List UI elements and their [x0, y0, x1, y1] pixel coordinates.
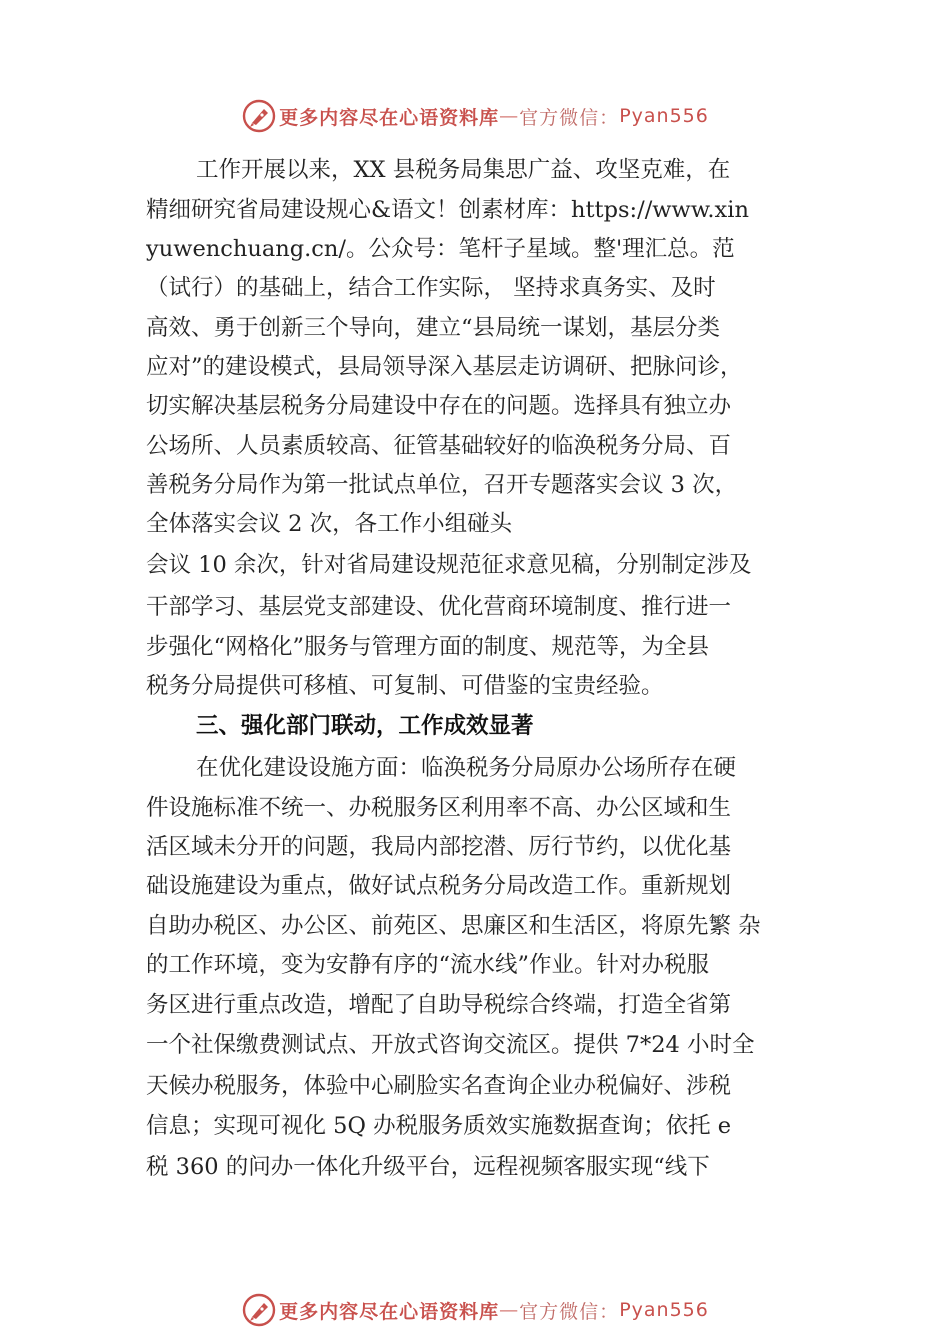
text-line: 的工作环境，变为安静有序的“流水线”作业。针对办税服 — [146, 952, 710, 978]
banner-main-text: 更多内容尽在心语资料库 — [279, 1300, 500, 1323]
banner-wechat-id: Pyan556 — [619, 105, 709, 127]
text-line: yuwenchuang.cn/。公众号：笔杆子星域。整'理汇总。范 — [146, 236, 735, 262]
text-line: 善税务分局作为第一批试点单位，召开专题落实会议 3 次， — [146, 472, 738, 498]
banner-separator: — — [499, 105, 520, 127]
banner-label: 官方微信： — [519, 106, 620, 129]
text-line: 高效、勇于创新三个导向，建立“县局统一谋划，基层分类 — [146, 315, 721, 341]
text-line: 活区域未分开的问题，我局内部挖潜、厉行节约，以优化基 — [146, 834, 732, 860]
footer-banner — [0, 1290, 950, 1330]
banner-label: 官方微信： — [519, 1300, 620, 1323]
text-line: 切实解决基层税务分局建设中存在的问题。选择具有独立办 — [146, 393, 732, 419]
text-line: （试行）的基础上，结合工作实际， 坚持求真务实、及时 — [146, 275, 716, 301]
text-line: 公场所、人员素质较高、征管基础较好的临涣税务分局、百 — [146, 433, 732, 459]
text-line: 一个社保缴费测试点、开放式咨询交流区。提供 7*24 小时全 — [146, 1032, 755, 1058]
pen-nib-logo-icon — [241, 1292, 277, 1328]
text-line: 务区进行重点改造，增配了自助导税综合终端，打造全省第 — [146, 992, 732, 1018]
pen-nib-logo-icon — [241, 98, 277, 134]
banner-wechat-id: Pyan556 — [619, 1299, 709, 1321]
text-line: 税 360 的问办一体化升级平台，远程视频客服实现“线下 — [146, 1154, 710, 1180]
text-line: 全体落实会议 2 次，各工作小组碰头 — [146, 511, 513, 537]
text-line: 会议 10 余次，针对省局建设规范征求意见稿，分别制定涉及 — [146, 552, 752, 578]
text-line: 础设施建设为重点，做好试点税务分局改造工作。重新规划 — [146, 873, 732, 899]
banner-main-text: 更多内容尽在心语资料库 — [279, 106, 500, 129]
banner-separator: — — [499, 1299, 520, 1321]
text-line: 自助办税区、办公区、前苑区、思廉区和生活区，将原先繁 杂 — [146, 913, 761, 939]
text-line: 税务分局提供可移植、可复制、可借鉴的宝贵经验。 — [146, 673, 664, 699]
text-line: 步强化“网格化”服务与管理方面的制度、规范等，为全县 — [146, 634, 710, 660]
text-line: 精细研究省局建设规心&语文！创素材库：https://www.xin — [146, 197, 749, 223]
text-line: 信息；实现可视化 5Q 办税服务质效实施数据查询；依托 e — [146, 1113, 732, 1139]
text-line: 干部学习、基层党支部建设、优化营商环境制度、推行进一 — [146, 594, 732, 620]
text-line: 应对”的建设模式，县局领导深入基层走访调研、把脉问诊， — [146, 354, 743, 380]
text-line: 工作开展以来，XX 县税务局集思广益、攻坚克难，在 — [196, 157, 731, 183]
text-line: 天候办税服务，体验中心刷脸实名查询企业办税偏好、涉税 — [146, 1073, 732, 1099]
text-line: 件设施标准不统一、办税服务区利用率不高、办公区域和生 — [146, 795, 732, 821]
header-banner — [0, 96, 950, 136]
text-line: 在优化建设设施方面：临涣税务分局原办公场所存在硬 — [196, 755, 737, 781]
section-heading: 三、强化部门联动，工作成效显著 — [196, 713, 534, 739]
